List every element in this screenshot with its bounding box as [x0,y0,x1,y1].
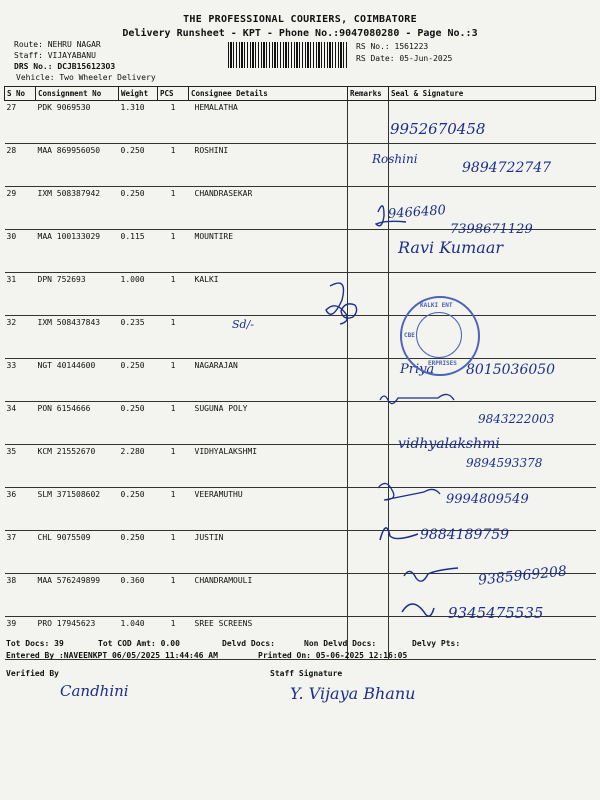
handwritten-phone: 9345475535 [448,604,544,622]
cell-consignment-no: DPN 752693 [36,273,119,316]
cell-consignment-no: MAA 576249899 [36,574,119,617]
cell-weight: 1.310 [119,101,158,144]
stamp-bottom-text: ERPRISES [428,360,457,367]
cell-weight: 0.235 [119,316,158,359]
cell-consignee: SUGUNA POLY [189,402,348,445]
cell-consignment-no: MAA 869956050 [36,144,119,187]
vehicle-label: Vehicle: Two Wheeler Delivery [16,73,156,82]
cell-consignment-no: PRO 17945623 [36,617,119,660]
cell-pcs: 1 [158,445,189,488]
staff-signature: Y. Vijaya Bhanu [290,684,416,703]
handwritten-phone: 9884189759 [420,527,510,543]
cell-consignment-no: CHL 9075509 [36,531,119,574]
runsheet-subtitle: Delivery Runsheet - KPT - Phone No.:9047080280 - Page No.:3 [122,28,478,39]
stamp-inner-ring [416,312,462,358]
cell-consignee: VIDHYALAKSHMI [189,445,348,488]
cell-consignee: ROSHINI [189,144,348,187]
cell-pcs: 1 [158,316,189,359]
staff-label: Staff: VIJAYABANU [14,51,96,60]
cell-consignee: HEMALATHA [189,101,348,144]
cell-pcs: 1 [158,273,189,316]
handwritten-phone: 9994809549 [446,492,529,507]
cell-weight: 0.115 [119,230,158,273]
rubber-stamp [400,296,480,376]
cell-sno: 39 [5,617,36,660]
cell-consignment-no: IXM 508387942 [36,187,119,230]
handwritten-phone: 9952670458 [390,120,486,138]
handwritten-mark: Sd/- [232,318,254,331]
delivered-docs: Delvd Docs: [222,639,275,648]
non-delivered-docs: Non Delvd Docs: [304,639,377,648]
cell-weight: 0.360 [119,574,158,617]
handwritten-phone: 7398671129 [450,222,533,237]
cell-consignee: JUSTIN [189,531,348,574]
handwritten-signature: 9466480 [387,202,447,223]
cell-consignment-no: MAA 100133029 [36,230,119,273]
cell-pcs: 1 [158,574,189,617]
cell-weight: 0.250 [119,359,158,402]
cell-weight: 0.250 [119,488,158,531]
handwritten-name: Ravi Kumaar [398,238,503,257]
cell-weight: 0.250 [119,187,158,230]
cell-consignment-no: IXM 508437843 [36,316,119,359]
stamp-top-text: KALKI ENT [420,302,453,309]
cell-consignee: CHANDRASEKAR [189,187,348,230]
cell-sno: 35 [5,445,36,488]
cell-pcs: 1 [158,101,189,144]
cell-weight: 1.040 [119,617,158,660]
cell-pcs: 1 [158,144,189,187]
cell-sno: 38 [5,574,36,617]
verified-by-label: Verified By [6,669,59,678]
cell-sno: 32 [5,316,36,359]
cell-weight: 0.250 [119,531,158,574]
cell-sno: 31 [5,273,36,316]
cell-pcs: 1 [158,402,189,445]
drs-number: DRS No.: DCJB156123O3 [14,62,116,71]
cell-sno: 34 [5,402,36,445]
col-pcs: PCS [158,87,189,101]
handwritten-phone: 9385969208 [477,563,568,589]
rs-number: RS No.: 1561223 [356,42,429,51]
cell-consignee: NAGARAJAN [189,359,348,402]
handwritten-name: Roshini [372,152,418,166]
handwritten-phone: 9843222003 [478,412,555,426]
cell-sno: 36 [5,488,36,531]
cell-sno: 33 [5,359,36,402]
cell-weight: 0.250 [119,402,158,445]
cell-weight: 0.250 [119,144,158,187]
cell-consignee: KALKI [189,273,348,316]
col-weight: Weight [119,87,158,101]
handwritten-phone: 8015036050 [466,362,556,378]
cell-consignment-no: KCM 21552670 [36,445,119,488]
route-label: Route: NEHRU NAGAR [14,40,101,49]
cell-pcs: 1 [158,617,189,660]
cell-consignment-no: NGT 40144600 [36,359,119,402]
col-consignee: Consignee Details [189,87,348,101]
verifier-signature: Candhini [60,682,129,700]
cell-sno: 29 [5,187,36,230]
total-cod-amount: Tot COD Amt: 0.00 [98,639,180,648]
cell-consignee: MOUNTIRE [189,230,348,273]
col-remarks: Remarks [348,87,389,101]
total-docs: Tot Docs: 39 [6,639,64,648]
cell-pcs: 1 [158,187,189,230]
printed-on: Printed On: 05-06-2025 12:16:05 [258,651,408,660]
staff-signature-label: Staff Signature [270,669,343,678]
handwritten-phone: 9894593378 [466,456,543,470]
cell-sno: 37 [5,531,36,574]
cell-consignee: CHANDRAMOULI [189,574,348,617]
cell-pcs: 1 [158,359,189,402]
cell-sno: 28 [5,144,36,187]
cell-consignee: SREE SCREENS [189,617,348,660]
rs-date: RS Date: 05-Jun-2025 [356,54,453,63]
cell-weight: 2.280 [119,445,158,488]
cell-pcs: 1 [158,230,189,273]
col-consignment: Consignment No [36,87,119,101]
cell-consignment-no: PDK 9069530 [36,101,119,144]
handwritten-phone: 9894722747 [462,160,552,176]
cell-consignee: VEERAMUTHU [189,488,348,531]
cell-pcs: 1 [158,531,189,574]
cell-consignment-no: PON 6154666 [36,402,119,445]
cell-pcs: 1 [158,488,189,531]
cell-sno: 27 [5,101,36,144]
col-signature: Seal & Signature [389,87,596,101]
cell-sno: 30 [5,230,36,273]
cell-weight: 1.000 [119,273,158,316]
company-title: THE PROFESSIONAL COURIERS, COIMBATORE [183,14,417,25]
handwritten-name: Priya [400,362,435,377]
delivery-points: Delvy Pts: [412,639,461,648]
handwritten-name: vidhyalakshmi [398,436,500,452]
cell-consignment-no: SLM 371508602 [36,488,119,531]
entered-by: Entered By :NAVEENKPT 06/05/2025 11:44:46 AM [6,651,218,660]
col-sno: S No [5,87,36,101]
stamp-left-text: CBE [404,332,415,339]
